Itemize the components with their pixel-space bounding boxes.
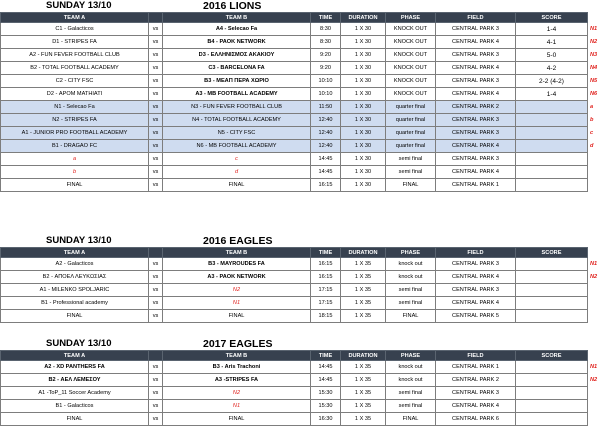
field-cell: CENTRAL PARK 4 [436,88,516,101]
field-cell: CENTRAL PARK 1 [436,179,516,192]
col-score: SCORE [516,248,588,258]
time-cell: 12:40 [311,140,341,153]
col-team-b: TEAM B [163,351,311,361]
team-b-cell: FINAL [163,179,311,192]
col-duration: DURATION [341,248,386,258]
team-a-cell: B1 - Professional academy [1,297,149,310]
table-row [1,114,600,127]
flag-label: N5 [588,75,600,88]
phase-cell: knock out [386,361,436,374]
vs-cell: vs [149,114,163,127]
section-date: SUNDAY 13/10 [46,235,112,246]
time-cell: 12:40 [311,127,341,140]
section-2016-lions [0,0,600,192]
vs-cell: vs [149,310,163,323]
vs-cell: vs [149,127,163,140]
field-cell: CENTRAL PARK 3 [436,127,516,140]
col-vs [149,248,163,258]
team-b-cell: N1 [163,400,311,413]
col-flag [588,13,600,23]
team-a-cell: B1 - DRAGAO FC [1,140,149,153]
score-cell: 4-2 [516,62,588,75]
score-cell [516,413,588,426]
team-a-cell: B1 - Galacticos [1,400,149,413]
col-score: SCORE [516,351,588,361]
flag-label: N1 [588,23,600,36]
field-cell: CENTRAL PARK 2 [436,374,516,387]
team-b-cell: B3 - MAYROUDES FA [163,258,311,271]
field-cell: CENTRAL PARK 4 [436,36,516,49]
team-a-cell: D2 - ΑΡΟΜ ΜΑΤΗΙΑΤΙ [1,88,149,101]
time-cell: 11:50 [311,101,341,114]
team-b-cell: A4 - Selecao Fa [163,23,311,36]
score-cell [516,114,588,127]
table-row [1,400,600,413]
table-row [1,62,600,75]
team-a-cell: B2 - ΑΠΟΕΛ ΛΕΥΚΩΣΙΑΣ [1,271,149,284]
score-cell [516,258,588,271]
field-cell: CENTRAL PARK 4 [436,297,516,310]
time-cell: 16:15 [311,271,341,284]
flag-label: a [588,101,600,114]
section-2016-eagles [0,235,600,323]
duration-cell: 1 X 30 [341,75,386,88]
team-a-cell: A1 - MILENKO SPOLJARIC [1,284,149,297]
team-b-cell: B4 - PAOK NETWORK [163,36,311,49]
col-phase: PHASE [386,248,436,258]
flag-label: N4 [588,62,600,75]
team-b-cell: B3 - ΜΕΑΠ ΠΕΡΑ ΧΩΡΙΟ [163,75,311,88]
col-field: FIELD [436,248,516,258]
col-duration: DURATION [341,351,386,361]
phase-cell: semi final [386,284,436,297]
flag-label: N2 [588,36,600,49]
table-row [1,127,600,140]
flag-label [588,153,600,166]
phase-cell: semi final [386,387,436,400]
team-b-cell: N2 [163,387,311,400]
vs-cell: vs [149,23,163,36]
phase-cell: KNOCK OUT [386,23,436,36]
duration-cell: 1 X 35 [341,400,386,413]
vs-cell: vs [149,62,163,75]
flag-label: N2 [588,271,600,284]
time-cell: 8:30 [311,23,341,36]
phase-cell: FINAL [386,413,436,426]
phase-cell: FINAL [386,179,436,192]
team-a-cell: FINAL [1,413,149,426]
duration-cell: 1 X 35 [341,271,386,284]
score-cell [516,166,588,179]
table-row [1,153,600,166]
fixtures-table [0,350,600,426]
time-cell: 14:45 [311,166,341,179]
score-cell [516,153,588,166]
field-cell: CENTRAL PARK 3 [436,23,516,36]
score-cell: 2-2 (4-2) [516,75,588,88]
time-cell: 18:15 [311,310,341,323]
team-b-cell: FINAL [163,310,311,323]
field-cell: CENTRAL PARK 3 [436,258,516,271]
section-date: SUNDAY 13/10 [46,0,112,11]
vs-cell: vs [149,36,163,49]
phase-cell: knock out [386,271,436,284]
duration-cell: 1 X 30 [341,23,386,36]
table-row [1,258,600,271]
col-duration: DURATION [341,13,386,23]
time-cell: 15:30 [311,400,341,413]
team-b-cell: N2 [163,284,311,297]
col-team-a: TEAM A [1,351,149,361]
duration-cell: 1 X 30 [341,62,386,75]
flag-label [588,166,600,179]
time-cell: 14:45 [311,153,341,166]
section-header [0,235,600,247]
col-team-b: TEAM B [163,248,311,258]
phase-cell: KNOCK OUT [386,36,436,49]
team-b-cell: N3 - FUN FEVER FOOTBALL CLUB [163,101,311,114]
team-a-cell: A2 - FUN FEVER FOOTBALL CLUB [1,49,149,62]
team-a-cell: N2 - STRIPES FA [1,114,149,127]
team-a-cell: a [1,153,149,166]
vs-cell: vs [149,258,163,271]
duration-cell: 1 X 30 [341,140,386,153]
flag-label: N6 [588,88,600,101]
team-a-cell: C2 - CITY FSC [1,75,149,88]
phase-cell: KNOCK OUT [386,88,436,101]
vs-cell: vs [149,101,163,114]
vs-cell: vs [149,75,163,88]
duration-cell: 1 X 30 [341,101,386,114]
time-cell: 14:45 [311,361,341,374]
field-cell: CENTRAL PARK 4 [436,400,516,413]
field-cell: CENTRAL PARK 4 [436,140,516,153]
col-team-a: TEAM A [1,248,149,258]
score-cell [516,400,588,413]
score-cell: 1-4 [516,23,588,36]
vs-cell: vs [149,284,163,297]
vs-cell: vs [149,400,163,413]
time-cell: 8:30 [311,36,341,49]
duration-cell: 1 X 30 [341,166,386,179]
phase-cell: KNOCK OUT [386,49,436,62]
team-b-cell: N6 - MB FOOTBALL ACADEMY [163,140,311,153]
flag-label [588,179,600,192]
table-row [1,310,600,323]
field-cell: CENTRAL PARK 3 [436,114,516,127]
field-cell: CENTRAL PARK 3 [436,284,516,297]
field-cell: CENTRAL PARK 3 [436,153,516,166]
section-header [0,338,600,350]
field-cell: CENTRAL PARK 3 [436,387,516,400]
team-b-cell: D3 - ΕΛΛΗΝΙΣΜΟΣ ΑΚΑΚΙΟΥ [163,49,311,62]
team-a-cell: A1 - JUNIOR PRO FOOTBALL ACADEMY [1,127,149,140]
team-b-cell: N5 - CITY FSC [163,127,311,140]
team-b-cell: B3 - Aris Trachoni [163,361,311,374]
vs-cell: vs [149,374,163,387]
team-a-cell: FINAL [1,310,149,323]
fixtures-table [0,12,600,192]
team-a-cell: D1 - STRIPES FA [1,36,149,49]
score-cell [516,361,588,374]
time-cell: 9:20 [311,62,341,75]
time-cell: 16:15 [311,179,341,192]
team-b-cell: d [163,166,311,179]
phase-cell: knock out [386,258,436,271]
field-cell: CENTRAL PARK 6 [436,413,516,426]
field-cell: CENTRAL PARK 4 [436,166,516,179]
col-score: SCORE [516,13,588,23]
phase-cell: semi final [386,297,436,310]
duration-cell: 1 X 35 [341,361,386,374]
table-row [1,413,600,426]
flag-label: N3 [588,49,600,62]
flag-label [588,284,600,297]
vs-cell: vs [149,153,163,166]
team-b-cell: c [163,153,311,166]
vs-cell: vs [149,166,163,179]
duration-cell: 1 X 30 [341,49,386,62]
team-a-cell: A1 -ToP_11 Soccer Academy [1,387,149,400]
team-b-cell: N1 [163,297,311,310]
table-row [1,166,600,179]
duration-cell: 1 X 35 [341,310,386,323]
team-a-cell: A2 - Galacticos [1,258,149,271]
table-row [1,374,600,387]
col-phase: PHASE [386,13,436,23]
score-cell: 5-0 [516,49,588,62]
duration-cell: 1 X 30 [341,179,386,192]
phase-cell: KNOCK OUT [386,75,436,88]
time-cell: 17:15 [311,284,341,297]
team-a-cell: b [1,166,149,179]
duration-cell: 1 X 30 [341,114,386,127]
table-row [1,361,600,374]
duration-cell: 1 X 30 [341,88,386,101]
table-row [1,140,600,153]
table-header-row [1,13,600,23]
score-cell [516,284,588,297]
team-b-cell: A3 - PAOK NETWORK [163,271,311,284]
table-header-row [1,248,600,258]
field-cell: CENTRAL PARK 4 [436,271,516,284]
time-cell: 10:10 [311,88,341,101]
score-cell [516,179,588,192]
field-cell: CENTRAL PARK 3 [436,49,516,62]
duration-cell: 1 X 35 [341,297,386,310]
col-team-b: TEAM B [163,13,311,23]
team-b-cell: FINAL [163,413,311,426]
fixtures-table [0,247,600,323]
phase-cell: quarter final [386,127,436,140]
flag-label: c [588,127,600,140]
team-b-cell: A3 - MB FOOTBALL ACADEMY [163,88,311,101]
col-field: FIELD [436,13,516,23]
duration-cell: 1 X 30 [341,36,386,49]
field-cell: CENTRAL PARK 1 [436,361,516,374]
team-a-cell: A2 - XD PANTHERS FA [1,361,149,374]
flag-label [588,310,600,323]
score-cell [516,374,588,387]
time-cell: 10:10 [311,75,341,88]
col-flag [588,248,600,258]
table-row [1,271,600,284]
score-cell [516,297,588,310]
table-row [1,36,600,49]
col-time: TIME [311,248,341,258]
phase-cell: semi final [386,166,436,179]
team-b-cell: A3 -STRIPES FA [163,374,311,387]
table-header-row [1,351,600,361]
section-date: SUNDAY 13/10 [46,338,112,349]
table-row [1,387,600,400]
vs-cell: vs [149,271,163,284]
col-time: TIME [311,351,341,361]
table-row [1,49,600,62]
score-cell: 1-4 [516,88,588,101]
phase-cell: quarter final [386,114,436,127]
field-cell: CENTRAL PARK 5 [436,310,516,323]
team-a-cell: N1 - Selecao Fa [1,101,149,114]
flag-label: N2 [588,374,600,387]
team-b-cell: N4 - TOTAL FOOTBALL ACADEMY [163,114,311,127]
vs-cell: vs [149,387,163,400]
flag-label: N1 [588,361,600,374]
field-cell: CENTRAL PARK 3 [436,75,516,88]
col-vs [149,13,163,23]
col-time: TIME [311,13,341,23]
table-row [1,23,600,36]
team-a-cell: C1 - Galacticos [1,23,149,36]
flag-label [588,297,600,310]
phase-cell: semi final [386,400,436,413]
col-field: FIELD [436,351,516,361]
time-cell: 12:40 [311,114,341,127]
table-row [1,179,600,192]
time-cell: 14:45 [311,374,341,387]
table-row [1,297,600,310]
phase-cell: quarter final [386,140,436,153]
score-cell [516,387,588,400]
vs-cell: vs [149,361,163,374]
duration-cell: 1 X 30 [341,153,386,166]
flag-label [588,400,600,413]
score-cell [516,101,588,114]
duration-cell: 1 X 35 [341,284,386,297]
duration-cell: 1 X 35 [341,374,386,387]
flag-label [588,413,600,426]
time-cell: 15:30 [311,387,341,400]
phase-cell: FINAL [386,310,436,323]
team-a-cell: B2 - TOTAL FOOTBALL ACADEMY [1,62,149,75]
section-title: 2017 EAGLES [203,338,273,350]
vs-cell: vs [149,49,163,62]
flag-label: b [588,114,600,127]
flag-label [588,387,600,400]
time-cell: 16:30 [311,413,341,426]
score-cell: 4-1 [516,36,588,49]
phase-cell: semi final [386,153,436,166]
team-b-cell: C3 - BARCELONA FA [163,62,311,75]
vs-cell: vs [149,297,163,310]
score-cell [516,271,588,284]
flag-label: d [588,140,600,153]
section-title: 2016 EAGLES [203,235,273,247]
col-flag [588,351,600,361]
table-row [1,88,600,101]
phase-cell: knock out [386,374,436,387]
field-cell: CENTRAL PARK 4 [436,62,516,75]
phase-cell: KNOCK OUT [386,62,436,75]
section-title: 2016 LIONS [203,0,262,12]
duration-cell: 1 X 35 [341,387,386,400]
section-2017-eagles [0,338,600,426]
duration-cell: 1 X 30 [341,127,386,140]
vs-cell: vs [149,179,163,192]
table-row [1,101,600,114]
table-row [1,284,600,297]
vs-cell: vs [149,413,163,426]
duration-cell: 1 X 35 [341,413,386,426]
score-cell [516,127,588,140]
time-cell: 17:15 [311,297,341,310]
duration-cell: 1 X 35 [341,258,386,271]
score-cell [516,140,588,153]
time-cell: 16:15 [311,258,341,271]
flag-label: N1 [588,258,600,271]
team-a-cell: B2 - ΑΕΛ ΛΕΜΕΣΟΥ [1,374,149,387]
section-header [0,0,600,12]
col-team-a: TEAM A [1,13,149,23]
col-phase: PHASE [386,351,436,361]
vs-cell: vs [149,140,163,153]
phase-cell: quarter final [386,101,436,114]
table-row [1,75,600,88]
vs-cell: vs [149,88,163,101]
col-vs [149,351,163,361]
time-cell: 9:20 [311,49,341,62]
score-cell [516,310,588,323]
team-a-cell: FINAL [1,179,149,192]
field-cell: CENTRAL PARK 2 [436,101,516,114]
